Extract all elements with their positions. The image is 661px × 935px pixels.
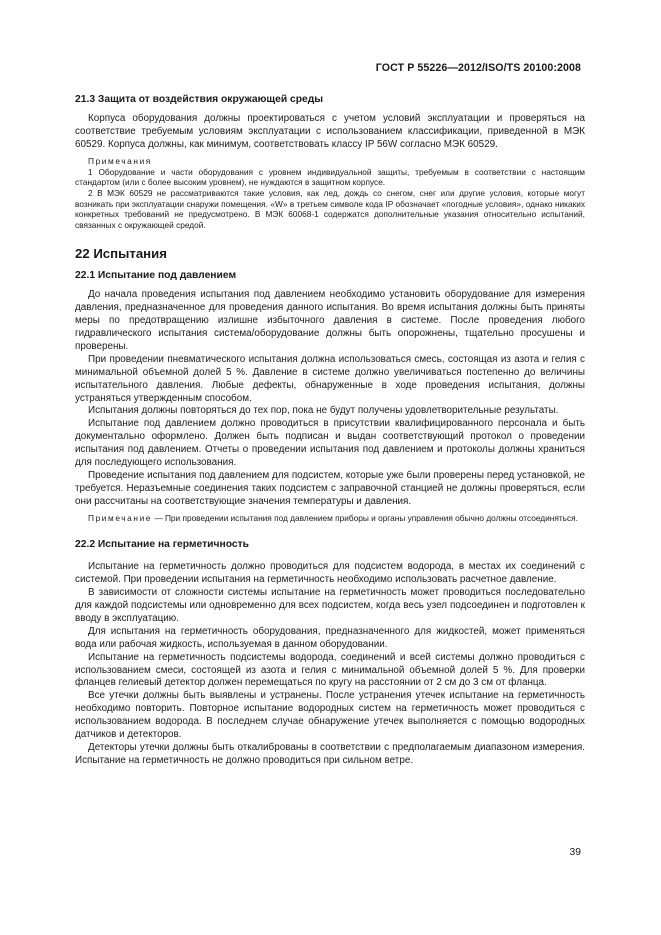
note-2: 2 В МЭК 60529 не рассматриваются такие условия, как лед, дождь со снегом, снег или другие условия, которые могут возникать при эксплуатации снаружи помещения. «W» в третьем символе кода IP обозначает «погодные условия», однако никаких конкретных требований не предусмотрено. В МЭК 60068-1 содержатся дополнительные указания относительно испытаний, связанных с окружающей средой. bbox=[75, 187, 585, 230]
section-22-1-paragraph-3: Испытания должны повторяться до тех пор, пока не будут получены удовлетворительные результаты. bbox=[88, 405, 559, 417]
section-22-1-paragraph-1: До начала проведения испытания под давлением необходимо установить оборудование для измерения давления, предназначенное для проведения данного испытания. Во время испытания должны быть приняты меры по предотвращению излишне избыточного давления в системе. После проведения любого гидравлического испытания система/оборудование должны быть опорожнены, тщательно просушены и проверены. bbox=[75, 289, 585, 352]
section-22-1-paragraph-4: Испытание под давлением должно проводиться в присутствии квалифицированного персонала и быть документально оформлено. Должен быть подписан и выдан соответствующий протокол о проведении испытания под давлением. Отчеты о проведении испытания под давлением и протоколы должны храниться для последующего использования. bbox=[75, 418, 585, 469]
section-22-1-note bbox=[75, 513, 585, 524]
section-22-1-paragraph-2: При проведении пневматического испытания должна использоваться смесь, состоящая из азота и гелия с минимальной объемной долей 5 %. Давление в системе должно увеличиваться постепенно до величины испытательного давления. Любые дефекты, обнаруженные в ходе проведения испытания, должны устраняться утвержденным способом. bbox=[75, 353, 585, 404]
page-content bbox=[75, 94, 585, 768]
note-label: Примечание bbox=[88, 512, 153, 523]
note-1: 1 Оборудование и части оборудования с уровнем индивидуальной защиты, требуемым в соответствии с настоящим стандартом (или с более высоким уровнем), не нуждаются в защитном корпусе. bbox=[75, 166, 585, 188]
notes-heading: Примечания bbox=[88, 155, 152, 166]
section-22-title: 22 Испытания bbox=[75, 246, 167, 262]
page-number: 39 bbox=[569, 847, 581, 858]
section-22-2-paragraph-5: Все утечки должны быть выявлены и устранены. После устранения утечек испытание на герметичность необходимо повторить. Повторное испытание водородных систем на герметичность может проводиться с использованием водорода. В последнем случае обнаружение утечек выполняется с помощью водородных датчиков и детекторов. bbox=[75, 690, 585, 741]
section-22-2-paragraph-2: В зависимости от сложности системы испытание на герметичность может проводиться последовательно для каждой подсистемы или одновременно для всех подсистем, когда весь узел подсоединен и подготовлен к вводу в эксплуатацию. bbox=[75, 587, 585, 624]
standard-code-header: ГОСТ Р 55226—2012/ISO/TS 20100:2008 bbox=[375, 62, 581, 74]
section-21-3-paragraph: Корпуса оборудования должны проектироваться с учетом условий эксплуатации и проверяться на соответствие требуемым условиям эксплуатации с использованием классификации, приведенной в МЭК 60529. Корпуса должны, как минимум, соответствовать классу IP 56W согласно МЭК 60529. bbox=[75, 113, 585, 150]
section-22-2-paragraph-6: Детекторы утечки должны быть откалиброваны в соответствии с предполагаемым диапазоном измерения. Испытание на герметичность не должно проводиться при сильном ветре. bbox=[75, 741, 585, 766]
section-22-1-title: 22.1 Испытание под давлением bbox=[75, 270, 237, 282]
section-22-2-paragraph-1: Испытание на герметичность должно проводиться для подсистем водорода, в местах их соединений с системой. При проведении испытания на герметичность необходимо использовать расчетное давление. bbox=[75, 561, 585, 586]
section-22-1-paragraph-5: Проведение испытания под давлением для подсистем, которые уже были проверены перед установкой, не требуется. Неразъемные соединения таких подсистем с заправочной станцией не должны проверяться, если они рассчитаны на соответствующие значения температуры и давления. bbox=[75, 469, 585, 507]
note-text: — При проведении испытания под давлением приборы и органы управления обычно должны отсоединяться. bbox=[152, 512, 578, 523]
section-21-3-title: 21.3 Защита от воздействия окружающей среды bbox=[75, 94, 324, 105]
section-22-2-title: 22.2 Испытание на герметичность bbox=[75, 539, 249, 551]
section-22-2-paragraph-3: Для испытания на герметичность оборудования, предназначенного для жидкостей, может применяться вода или рабочая жидкость, используемая в данном оборудовании. bbox=[75, 625, 585, 650]
section-22-2-paragraph-4: Испытание на герметичность подсистемы водорода, соединений и всей системы должно проводиться с использованием смеси, состоящей из азота и гелия с минимальной объемной долей 5 %. Для проверки фланцев гелиевый детектор должен перемещаться по кругу на расстоянии от 2 см до 3 см от фланца. bbox=[75, 651, 585, 689]
